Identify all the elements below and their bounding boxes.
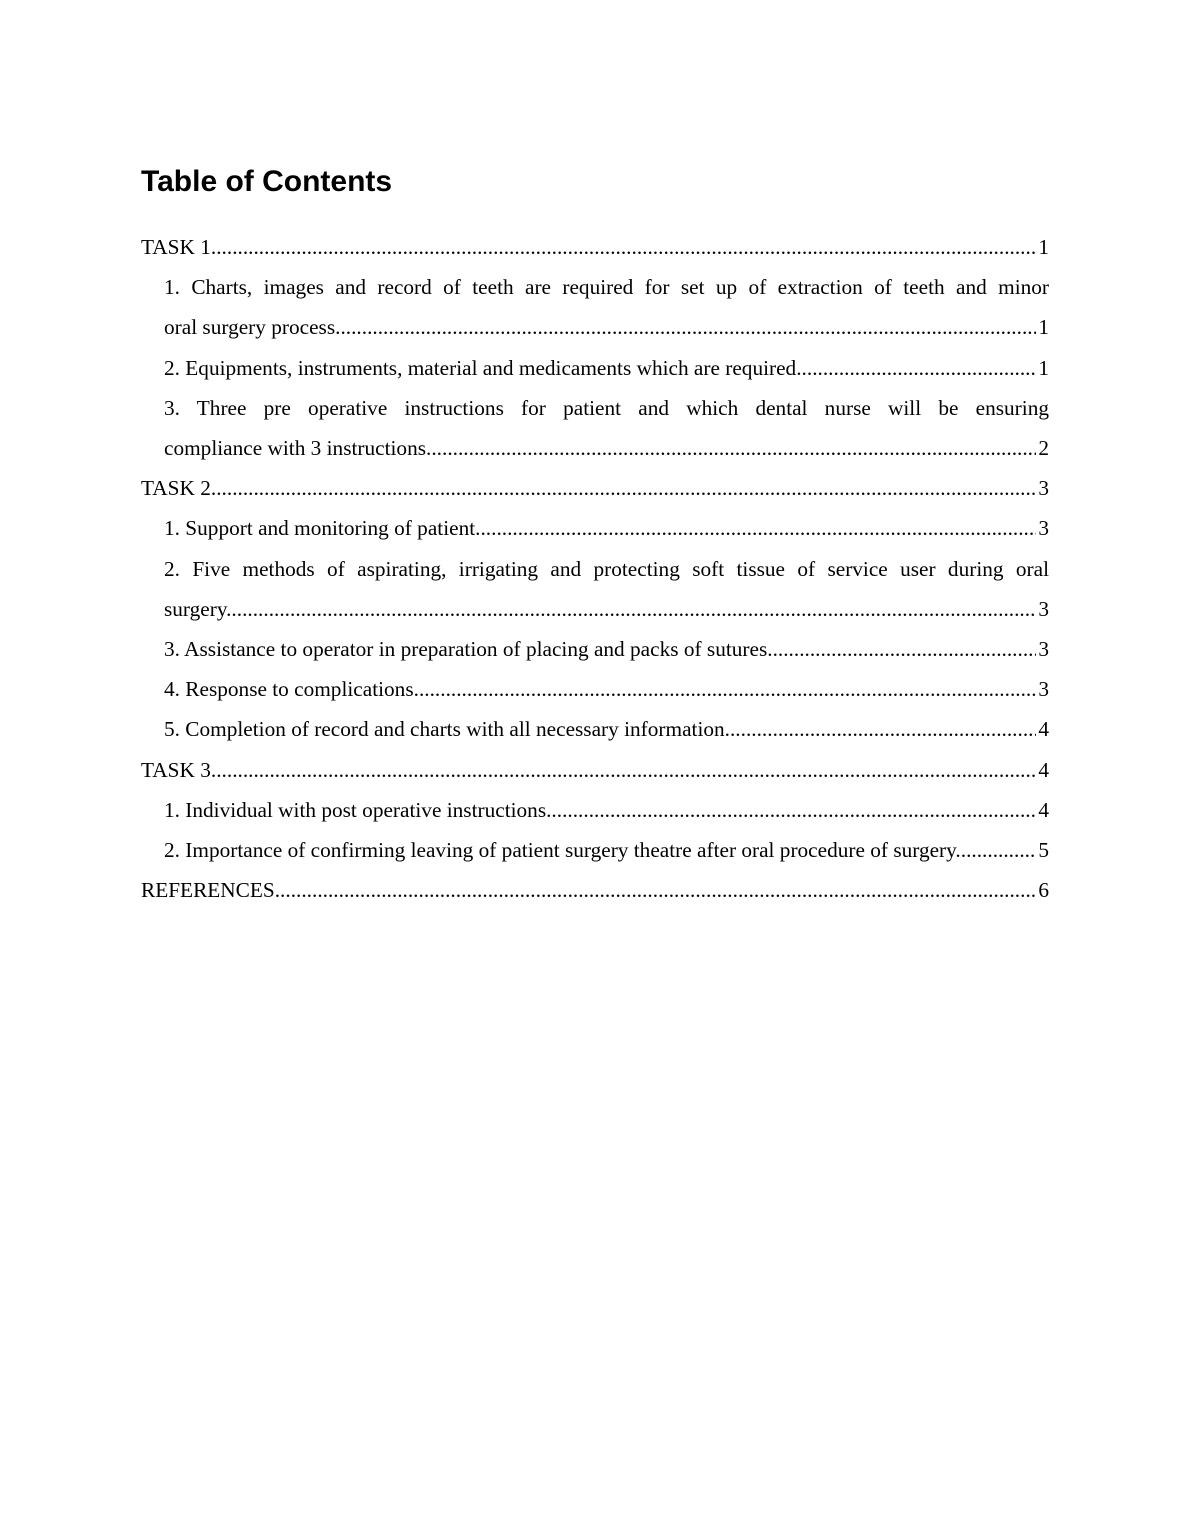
toc-entry-references[interactable] bbox=[141, 870, 1049, 910]
toc-entry-task-3-1[interactable] bbox=[141, 790, 1049, 830]
toc-list bbox=[141, 227, 1049, 910]
toc-entry-text: 1. Individual with post operative instructions ..... bbox=[164, 790, 1036, 830]
toc-page-number: 4 bbox=[1038, 757, 1049, 782]
toc-page-number: 3 bbox=[1038, 637, 1049, 662]
toc-entry-text: REFERENCES ..... bbox=[141, 870, 1036, 910]
toc-entry-text: 5. Completion of record and charts with all necessary information ..... bbox=[164, 709, 1036, 749]
toc-entry-text: surgery ..... bbox=[164, 589, 1036, 629]
toc-entry-text-line1: 3. Three pre operative instructions for patient and which dental nurse will be ensuring bbox=[164, 395, 1049, 420]
toc-entry-task-3[interactable] bbox=[141, 750, 1049, 790]
toc-page-number: 3 bbox=[1038, 476, 1049, 501]
toc-entry-text: compliance with 3 instructions ..... bbox=[164, 428, 1036, 468]
toc-entry-task-2-5[interactable] bbox=[141, 709, 1049, 749]
toc-entry-text-line1: 1. Charts, images and record of teeth are required for set up of extraction of teeth and minor bbox=[164, 275, 1049, 300]
toc-entry-text: 4. Response to complications ..... bbox=[164, 669, 1036, 709]
toc-page-number: 1 bbox=[1038, 315, 1049, 340]
toc-title: Table of Contents bbox=[141, 165, 393, 198]
toc-page-number: 3 bbox=[1038, 596, 1049, 621]
toc-entry-text: 3. Assistance to operator in preparation of placing and packs of sutures ..... bbox=[164, 629, 1036, 669]
toc-entry-task-1[interactable] bbox=[141, 227, 1049, 267]
toc-page-number: 1 bbox=[1038, 355, 1049, 380]
toc-page-number: 4 bbox=[1038, 717, 1049, 742]
toc-entry-text: TASK 1 ..... bbox=[141, 227, 1036, 267]
toc-entry-task-2-1[interactable] bbox=[141, 508, 1049, 548]
toc-page-number: 3 bbox=[1038, 516, 1049, 541]
document-page bbox=[141, 160, 1049, 910]
toc-entry-task-2-3[interactable] bbox=[141, 629, 1049, 669]
toc-entry-task-1-2[interactable] bbox=[141, 348, 1049, 388]
toc-entry-task-1-3[interactable] bbox=[141, 388, 1049, 468]
toc-entry-text: TASK 2 ..... bbox=[141, 468, 1036, 508]
toc-entry-text: 2. Importance of confirming leaving of patient surgery theatre after oral procedure of surgery ..... bbox=[164, 830, 1036, 870]
toc-page-number: 1 bbox=[1038, 235, 1049, 259]
toc-page-number: 3 bbox=[1038, 677, 1049, 702]
toc-entry-text: 2. Equipments, instruments, material and medicaments which are required ..... bbox=[164, 348, 1036, 388]
toc-entry-text: oral surgery process ..... bbox=[164, 307, 1036, 347]
toc-entry-task-2-4[interactable] bbox=[141, 669, 1049, 709]
toc-entry-task-2[interactable] bbox=[141, 468, 1049, 508]
toc-entry-text-line1: 2. Five methods of aspirating, irrigating and protecting soft tissue of service user during oral bbox=[164, 556, 1049, 581]
toc-entry-task-3-2[interactable] bbox=[141, 830, 1049, 870]
toc-entry-task-2-2[interactable] bbox=[141, 549, 1049, 629]
toc-page-number: 6 bbox=[1038, 878, 1049, 903]
toc-page-number: 2 bbox=[1038, 436, 1049, 461]
toc-entry-text: TASK 3 ..... bbox=[141, 750, 1036, 790]
toc-entry-text: 1. Support and monitoring of patient ..... bbox=[164, 508, 1036, 548]
toc-page-number: 5 bbox=[1038, 838, 1049, 863]
toc-page-number: 4 bbox=[1038, 797, 1049, 822]
toc-entry-task-1-1[interactable] bbox=[141, 267, 1049, 347]
